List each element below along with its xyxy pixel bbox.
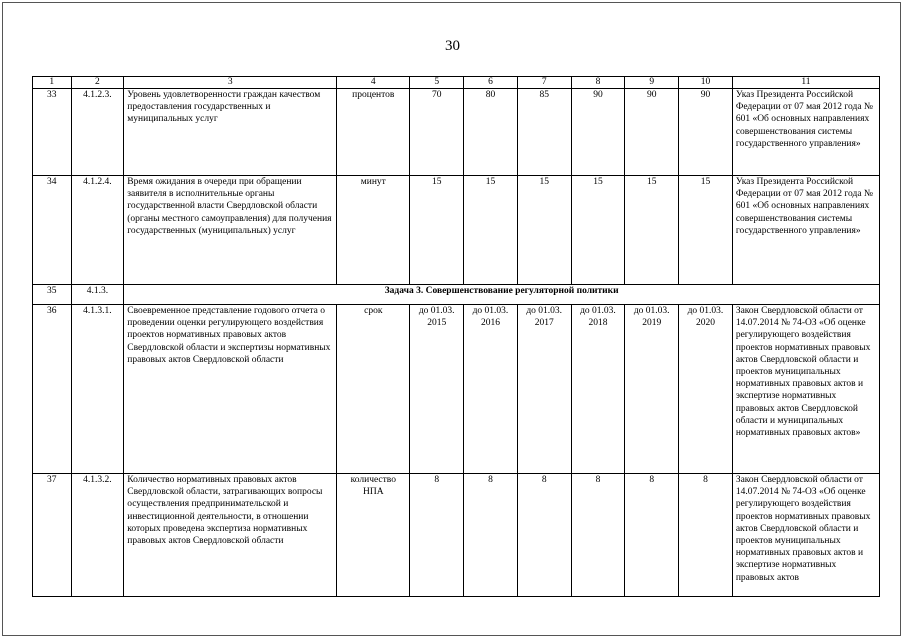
column-header: 10 [679, 77, 733, 89]
table-row [33, 474, 880, 597]
indicators-table [32, 76, 880, 597]
value-cell: до 01.03. 2018 [571, 305, 625, 474]
table-row [33, 176, 880, 285]
value-cell: до 01.03. 2017 [517, 305, 571, 474]
value-cell: 85 [517, 89, 571, 176]
task-title: Задача 3. Совершенствование регуляторной политики [124, 285, 880, 305]
value-cell: 8 [410, 474, 464, 597]
column-header: 1 [33, 77, 72, 89]
value-cell: 15 [517, 176, 571, 285]
row-number: 37 [33, 474, 72, 597]
value-cell: 8 [625, 474, 679, 597]
row-code: 4.1.3. [71, 285, 124, 305]
source-document: Указ Президента Российской Федерации от 07 мая 2012 года № 601 «Об основных направлениях совершенствования системы государственного управления» [732, 176, 879, 285]
indicator-name: Время ожидания в очереди при обращении заявителя в исполнительные органы государственной власти Свердловской области (органы местного самоуправления) для получения государственных (муниципальных) услуг [124, 176, 337, 285]
row-number: 35 [33, 285, 72, 305]
unit-of-measure: минут [337, 176, 410, 285]
value-cell: 15 [571, 176, 625, 285]
value-cell: 90 [625, 89, 679, 176]
row-number: 36 [33, 305, 72, 474]
column-header: 7 [517, 77, 571, 89]
task-row [33, 285, 880, 305]
column-header: 2 [71, 77, 124, 89]
column-header: 9 [625, 77, 679, 89]
column-header: 6 [464, 77, 518, 89]
indicator-name: Количество нормативных правовых актов Свердловской области, затрагивающих вопросы осуществления предпринимательской и инвестиционной деятельности, в отношении которых проведена экспертиза нормативных правовых актов Свердловской области [124, 474, 337, 597]
source-document: Указ Президента Российской Федерации от 07 мая 2012 года № 601 «Об основных направлениях совершенствования системы государственного управления» [732, 89, 879, 176]
value-cell: до 01.03. 2016 [464, 305, 518, 474]
indicator-name: Своевременное представление годового отчета о проведении оценки регулирующего воздействия проектов нормативных правовых актов Свердловской области и экспертизы нормативных правовых актов Свердловской области [124, 305, 337, 474]
row-code: 4.1.3.2. [71, 474, 124, 597]
unit-of-measure: количество НПА [337, 474, 410, 597]
row-code: 4.1.3.1. [71, 305, 124, 474]
row-number: 34 [33, 176, 72, 285]
source-document: Закон Свердловской области от 14.07.2014 № 74-ОЗ «Об оценке регулирующего воздействия проектов нормативных правовых актов Свердловской области и проектов муниципальных нормативных правовых актов и экспертизе нормативных правовых актов Свердловской области и муниципальных нормативных правовых актов» [732, 305, 879, 474]
row-number: 33 [33, 89, 72, 176]
value-cell: 80 [464, 89, 518, 176]
source-document: Закон Свердловской области от 14.07.2014 № 74-ОЗ «Об оценке регулирующего воздействия проектов нормативных правовых актов Свердловской области и проектов муниципальных нормативных правовых актов и экспертизе нормативных правовых актов [732, 474, 879, 597]
value-cell: 15 [625, 176, 679, 285]
value-cell: до 01.03. 2015 [410, 305, 464, 474]
column-header: 8 [571, 77, 625, 89]
value-cell: 70 [410, 89, 464, 176]
unit-of-measure: срок [337, 305, 410, 474]
page-number: 30 [445, 38, 460, 54]
table-row [33, 305, 880, 474]
column-number-row [33, 77, 880, 89]
value-cell: 90 [679, 89, 733, 176]
indicator-name: Уровень удовлетворенности граждан качеством предоставления государственных и муниципальных услуг [124, 89, 337, 176]
value-cell: 8 [679, 474, 733, 597]
value-cell: до 01.03. 2019 [625, 305, 679, 474]
value-cell: 15 [464, 176, 518, 285]
value-cell: 90 [571, 89, 625, 176]
unit-of-measure: процентов [337, 89, 410, 176]
value-cell: 8 [517, 474, 571, 597]
value-cell: 8 [571, 474, 625, 597]
value-cell: 15 [679, 176, 733, 285]
row-code: 4.1.2.4. [71, 176, 124, 285]
value-cell: 8 [464, 474, 518, 597]
table-row [33, 89, 880, 176]
column-header: 11 [732, 77, 879, 89]
column-header: 5 [410, 77, 464, 89]
row-code: 4.1.2.3. [71, 89, 124, 176]
value-cell: 15 [410, 176, 464, 285]
column-header: 4 [337, 77, 410, 89]
column-header: 3 [124, 77, 337, 89]
value-cell: до 01.03. 2020 [679, 305, 733, 474]
